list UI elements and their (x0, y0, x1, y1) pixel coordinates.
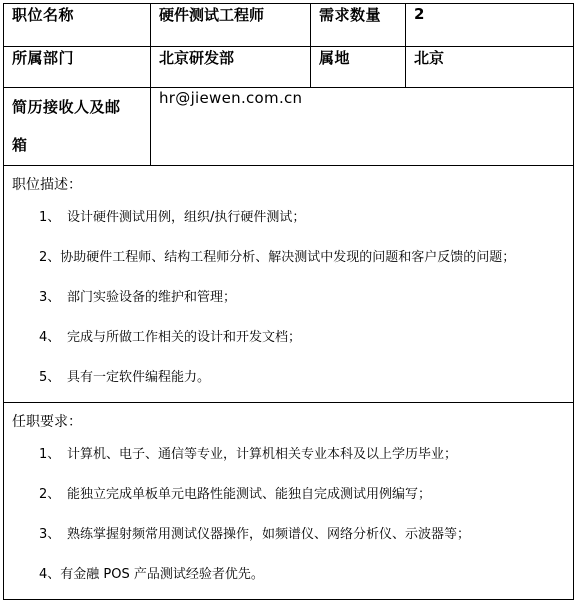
description-title: 职位描述： (12, 177, 82, 193)
position-value: 硬件测试工程师 (151, 4, 311, 47)
contact-label-line1: 简历接收人及邮 (12, 98, 121, 116)
description-item: 2、协助硬件工程师、结构工程师分析、解决测试中发现的问题和客户反馈的问题； (39, 250, 516, 265)
contact-row (4, 88, 574, 166)
position-label: 职位名称 (4, 4, 151, 47)
requirements-row (4, 403, 574, 600)
requirements-title: 任职要求： (12, 414, 82, 430)
job-info-table (3, 3, 574, 600)
requirement-item: 3、 熟练掌握射频常用测试仪器操作，如频谱仪、网络分析仪、示波器等； (39, 527, 471, 542)
requirement-item: 2、 能独立完成单板单元电路性能测试、能独自完成测试用例编写； (39, 487, 432, 502)
requirements-section (4, 403, 574, 600)
description-item: 3、 部门实验设备的维护和管理； (39, 290, 237, 305)
contact-value (151, 88, 574, 166)
location-value: 北京 (406, 47, 574, 88)
dept-value: 北京研发部 (151, 47, 311, 88)
contact-label (4, 88, 151, 166)
requirement-item: 4、有金融 POS 产品测试经验者优先。 (39, 567, 264, 582)
description-list (12, 208, 565, 388)
requirement-item: 1、 计算机、电子、通信等专业，计算机相关专业本科及以上学历毕业； (39, 447, 458, 462)
requirements-list (12, 445, 565, 585)
dept-label: 所属部门 (4, 47, 151, 88)
description-item: 1、 设计硬件测试用例，组织/执行硬件测试； (39, 210, 306, 225)
description-section (4, 166, 574, 403)
contact-label-line2: 箱 (12, 136, 28, 154)
position-row (4, 4, 574, 47)
contact-email[interactable]: hr@jiewen.com.cn (159, 89, 303, 107)
department-row (4, 47, 574, 88)
count-value: 2 (406, 4, 574, 47)
location-label: 属地 (311, 47, 406, 88)
description-item: 5、 具有一定软件编程能力。 (39, 370, 211, 385)
count-label: 需求数量 (311, 4, 406, 47)
description-item: 4、 完成与所做工作相关的设计和开发文档； (39, 330, 302, 345)
description-row (4, 166, 574, 403)
